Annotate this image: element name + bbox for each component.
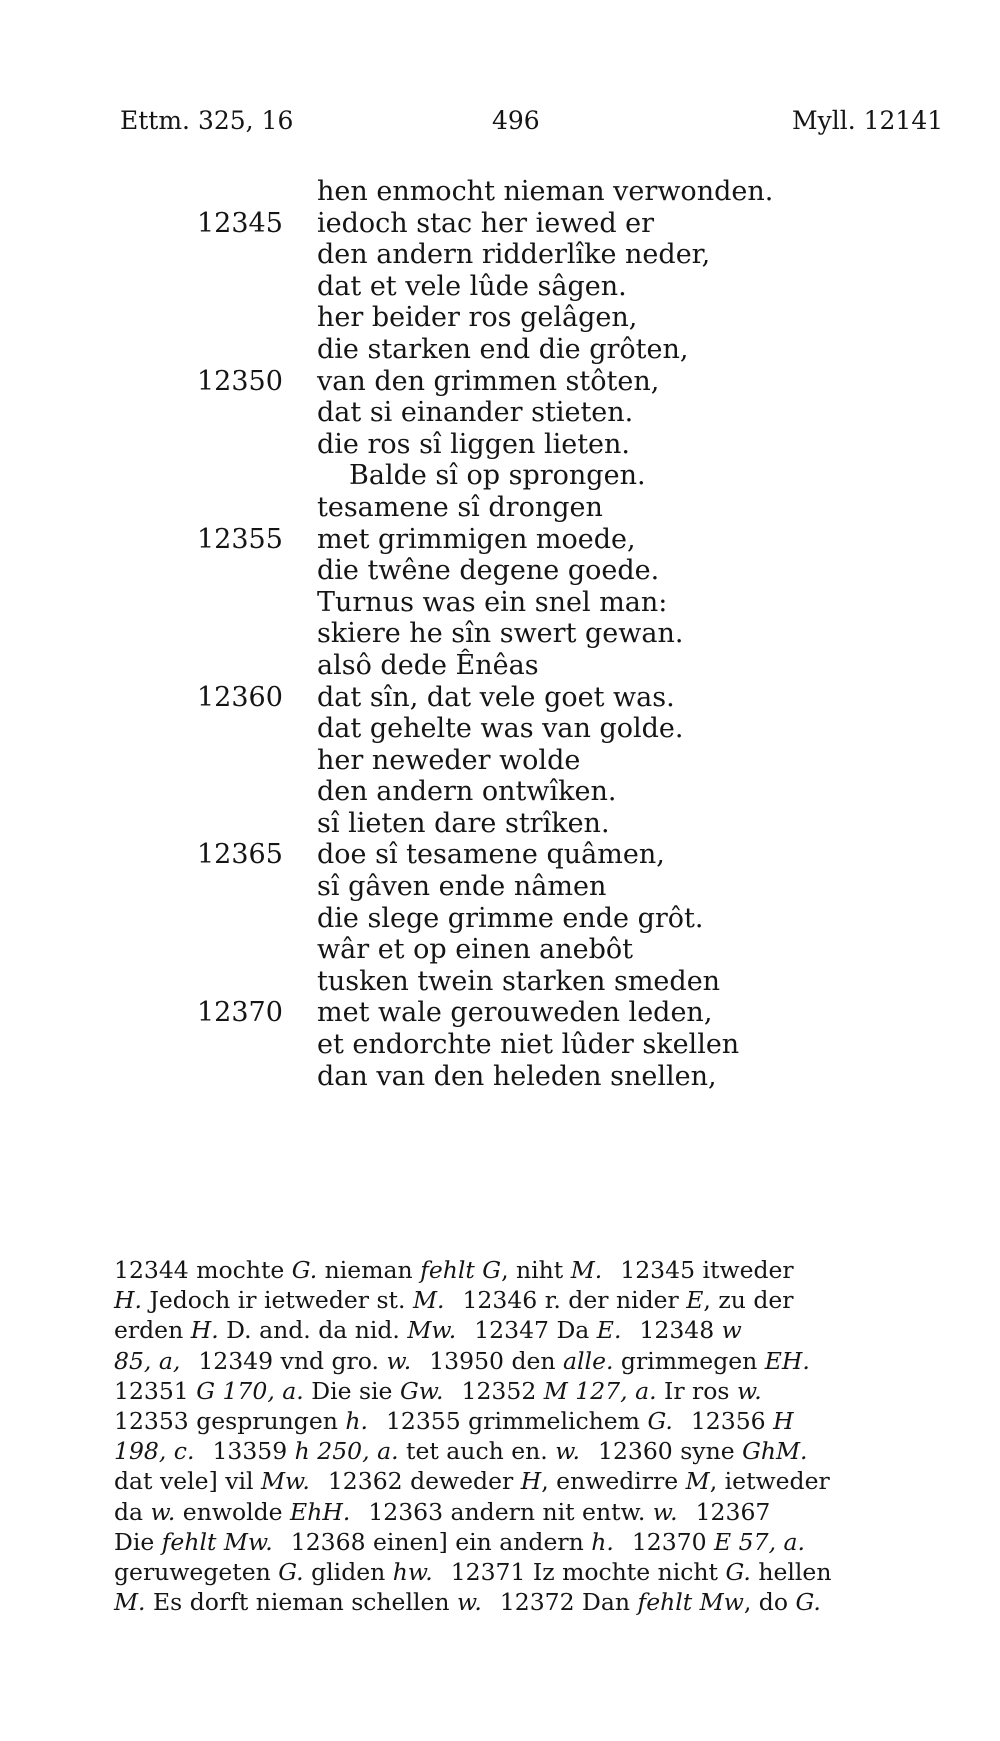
verse-text: iedoch stac her iewed er (317, 207, 655, 239)
apparatus-siglum: Mw. (261, 1467, 310, 1496)
apparatus-text: hellen (750, 1558, 832, 1587)
apparatus-text: 12344 mochte (114, 1256, 292, 1284)
apparatus-text: da (114, 1497, 151, 1526)
apparatus-siglum: E (686, 1286, 704, 1315)
apparatus-siglum: M. (412, 1286, 445, 1315)
verse-text: den andern ridderlîke neder, (317, 239, 711, 271)
apparatus-line (114, 1346, 938, 1376)
verse-line (0, 176, 1000, 208)
verse-text: skiere he sîn swert gewan. (317, 618, 684, 650)
apparatus-text: , enwedirre (541, 1467, 686, 1496)
apparatus-siglum: 85, a, (114, 1346, 181, 1375)
verse-text: van den grimmen stôten, (317, 365, 660, 397)
verse-line (0, 839, 1000, 871)
apparatus-siglum: G. (278, 1558, 304, 1587)
apparatus-text: 12348 (639, 1316, 722, 1345)
apparatus-text: 12352 (461, 1376, 544, 1405)
line-number: 12355 (197, 523, 283, 555)
apparatus-text: nieman (317, 1256, 421, 1284)
verse-line (0, 334, 1000, 366)
apparatus-text: 12351 (114, 1376, 197, 1405)
line-number: 12370 (197, 997, 283, 1029)
apparatus-siglum: w. (386, 1346, 412, 1375)
verse-line (0, 587, 1000, 619)
apparatus-text: Es dorft nieman schellen (145, 1588, 458, 1617)
apparatus-siglum: G. (291, 1256, 318, 1284)
apparatus-siglum: w (721, 1316, 742, 1345)
apparatus-siglum: H. (190, 1316, 219, 1345)
apparatus-siglum: w. (555, 1437, 580, 1466)
verse-line (0, 239, 1000, 271)
verse-line (0, 650, 1000, 682)
running-header (0, 106, 1000, 146)
apparatus-text: 12368 einen] ein andern (290, 1527, 592, 1556)
apparatus-siglum: hw. (392, 1558, 433, 1587)
apparatus-siglum: M (685, 1467, 710, 1496)
apparatus-text: erden (114, 1316, 191, 1345)
apparatus-siglum: E. (596, 1316, 622, 1345)
apparatus-siglum: EhH. (290, 1497, 351, 1526)
verse-line (0, 682, 1000, 714)
verse-line (0, 776, 1000, 808)
apparatus-siglum: H (520, 1467, 542, 1496)
verse-line (0, 745, 1000, 777)
apparatus-siglum: M. (114, 1588, 146, 1617)
apparatus-text: , do (743, 1588, 796, 1617)
apparatus-siglum: H (773, 1407, 794, 1436)
verse-line (0, 460, 1000, 492)
page-number: 496 (492, 106, 540, 135)
apparatus-siglum: G. (795, 1588, 821, 1617)
verse-line (0, 997, 1000, 1029)
verse-text: doe sî tesamene quâmen, (317, 839, 665, 871)
verse-text: dat gehelte was van golde. (317, 713, 684, 745)
apparatus-text: 12347 Da (474, 1316, 597, 1345)
verse-text: den andern ontwîken. (317, 776, 617, 808)
apparatus-siglum: G. (725, 1558, 751, 1587)
verse-line (0, 429, 1000, 461)
apparatus-text: 12372 Dan (499, 1588, 638, 1617)
apparatus-text: 12356 (690, 1407, 774, 1436)
line-number: 12345 (197, 207, 283, 239)
apparatus-text: D. and. da nid. (218, 1316, 408, 1345)
verse-text: her beider ros gelâgen, (317, 302, 638, 334)
apparatus-text: 12353 gesprungen (114, 1407, 346, 1436)
apparatus-siglum: G. (647, 1407, 673, 1436)
verse-line (0, 903, 1000, 935)
verse-line (0, 1029, 1000, 1061)
verse-line (0, 492, 1000, 524)
verse-line (0, 871, 1000, 903)
verse-block (0, 176, 1000, 1092)
apparatus-text: Ir ros (656, 1376, 737, 1405)
verse-text: met grimmigen moede, (317, 523, 636, 555)
apparatus-text: grimmegen (613, 1346, 765, 1375)
apparatus-siglum: EH. (764, 1346, 810, 1375)
apparatus-siglum: Gw. (399, 1376, 444, 1405)
apparatus-siglum: w. (736, 1376, 762, 1405)
header-right-reference: Myll. 12141 (792, 106, 944, 135)
apparatus-line (114, 1255, 938, 1285)
verse-text: die slege grimme ende grôt. (317, 902, 704, 934)
apparatus-line (114, 1436, 938, 1466)
apparatus-siglum: w. (652, 1497, 678, 1526)
verse-text: dan van den heleden snellen, (317, 1060, 717, 1092)
verse-text: sî lieten dare strîken. (317, 807, 610, 839)
apparatus-siglum: M 127, a. (543, 1376, 657, 1405)
verse-text: hen enmocht nieman verwonden. (317, 176, 774, 207)
critical-apparatus (114, 1255, 938, 1617)
apparatus-siglum: w. (150, 1497, 176, 1526)
apparatus-text: 12367 (695, 1497, 771, 1526)
apparatus-text: tet auch en. (398, 1437, 556, 1466)
verse-line (0, 934, 1000, 966)
apparatus-line (114, 1376, 938, 1406)
apparatus-line (114, 1406, 938, 1436)
apparatus-text: 13359 (212, 1437, 295, 1466)
apparatus-siglum: G 170, a. (196, 1376, 304, 1405)
apparatus-siglum: fehlt Mw (637, 1588, 744, 1617)
line-number: 12360 (197, 681, 283, 713)
apparatus-text: 12346 r. der nider (462, 1286, 687, 1315)
line-number: 12365 (197, 839, 283, 871)
verse-line (0, 713, 1000, 745)
verse-text: dat si einander stieten. (317, 397, 634, 429)
verse-text: tesamene sî drongen (317, 491, 603, 523)
apparatus-text: gliden (303, 1558, 393, 1587)
apparatus-siglum: H. (114, 1286, 142, 1315)
verse-line (0, 555, 1000, 587)
apparatus-text: 12345 itweder (620, 1256, 794, 1284)
apparatus-text: , zu der (703, 1286, 794, 1315)
verse-line (0, 208, 1000, 240)
apparatus-line (114, 1557, 938, 1587)
verse-text: et endorchte niet lûder skellen (317, 1029, 740, 1061)
apparatus-text: 12362 deweder (327, 1467, 521, 1496)
apparatus-siglum: fehlt G (420, 1256, 502, 1284)
apparatus-text: 12355 grimmelichem (385, 1407, 648, 1436)
header-left-reference: Ettm. 325, 16 (120, 106, 294, 135)
apparatus-text: 12363 andern nit entw. (368, 1497, 653, 1526)
line-number: 12350 (197, 365, 283, 397)
verse-text: sî gâven ende nâmen (317, 871, 607, 903)
apparatus-siglum: alle. (563, 1346, 614, 1375)
apparatus-text: 12371 Iz mochte nicht (450, 1558, 726, 1587)
apparatus-text: Jedoch ir ietweder st. (141, 1286, 413, 1315)
apparatus-siglum: h. (345, 1407, 368, 1436)
apparatus-text: geruwegeten (114, 1558, 279, 1587)
apparatus-siglum: M. (570, 1256, 603, 1284)
apparatus-siglum: w. (457, 1588, 482, 1617)
verse-text: Turnus was ein snel man: (317, 586, 668, 618)
verse-line (0, 966, 1000, 998)
verse-text: tusken twein starken smeden (317, 965, 721, 997)
apparatus-text: , ietweder (709, 1467, 830, 1496)
verse-text: die starken end die grôten, (317, 333, 689, 365)
verse-line (0, 524, 1000, 556)
verse-line (0, 366, 1000, 398)
apparatus-text: , niht (501, 1256, 571, 1284)
verse-line (0, 618, 1000, 650)
verse-text: Balde sî op sprongen. (349, 460, 646, 492)
apparatus-siglum: h. (591, 1527, 614, 1556)
apparatus-text: 12370 (631, 1527, 715, 1556)
apparatus-siglum: Mw. (407, 1316, 457, 1345)
apparatus-line (114, 1587, 938, 1617)
apparatus-siglum: GhM. (742, 1437, 808, 1466)
apparatus-text: 13950 den (429, 1346, 564, 1375)
verse-text: wâr et op einen anebôt (317, 934, 634, 966)
apparatus-siglum: h 250, a. (294, 1437, 399, 1466)
apparatus-line (114, 1285, 938, 1315)
verse-line (0, 302, 1000, 334)
apparatus-text: enwolde (175, 1497, 291, 1526)
apparatus-line (114, 1497, 938, 1527)
verse-line (0, 808, 1000, 840)
verse-text: her neweder wolde (317, 744, 581, 776)
verse-text: met wale gerouweden leden, (317, 997, 713, 1029)
verse-text: dat sîn, dat vele goet was. (317, 681, 675, 713)
apparatus-text: dat vele] vil (114, 1467, 261, 1496)
verse-text: die twêne degene goede. (317, 555, 660, 587)
apparatus-text: 12360 syne (598, 1437, 743, 1466)
apparatus-line (114, 1466, 938, 1496)
verse-line (0, 271, 1000, 303)
verse-line (0, 397, 1000, 429)
verse-text: dat et vele lûde sâgen. (317, 270, 627, 302)
verse-text: die ros sî liggen lieten. (317, 428, 630, 460)
apparatus-line (114, 1315, 938, 1345)
apparatus-text: 12349 vnd gro. (198, 1346, 387, 1375)
apparatus-text: Die (114, 1527, 162, 1556)
apparatus-siglum: 198, c. (114, 1437, 195, 1466)
apparatus-siglum: E 57, a. (714, 1527, 805, 1556)
apparatus-line (114, 1527, 938, 1557)
verse-text: alsô dede Ênêas (317, 649, 539, 681)
apparatus-text: Die sie (303, 1376, 400, 1405)
apparatus-siglum: fehlt Mw. (161, 1527, 273, 1556)
verse-line (0, 1061, 1000, 1093)
